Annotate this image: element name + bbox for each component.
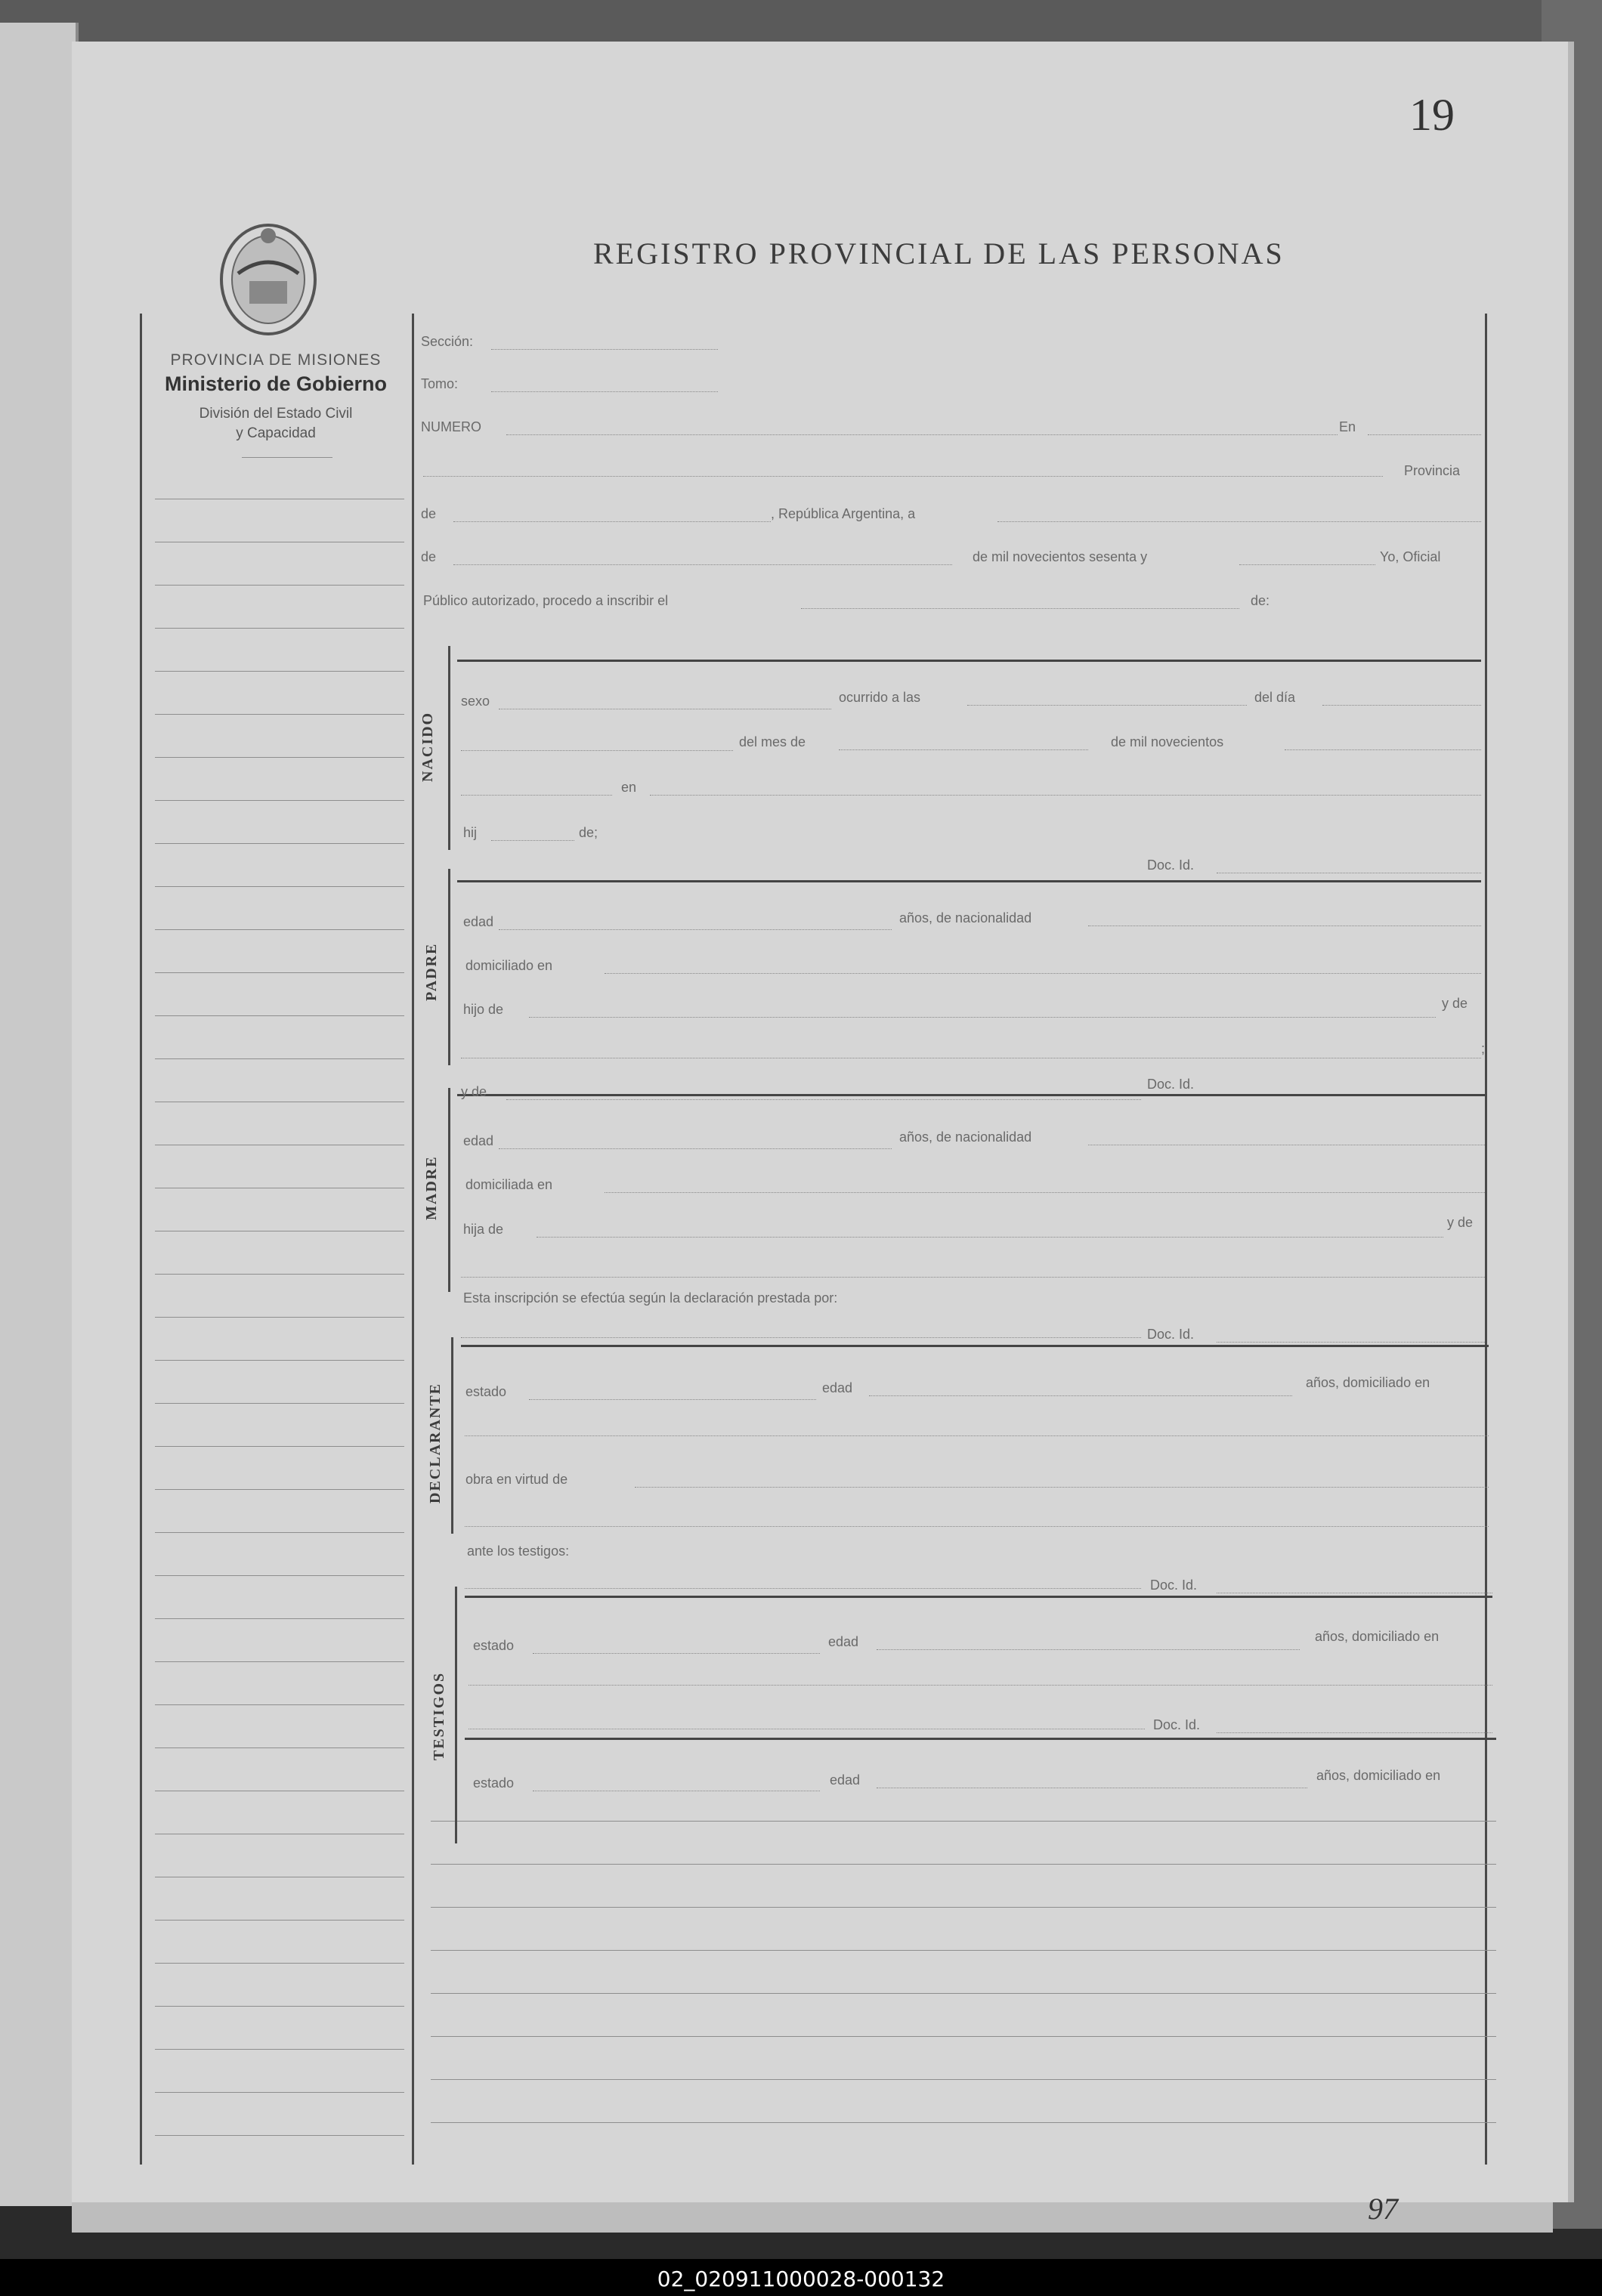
estado-declarante-line [529, 1399, 816, 1401]
page-number: 19 [1409, 90, 1455, 140]
left-margin-rule [155, 714, 404, 715]
label-provincia: Provincia [1404, 463, 1461, 478]
bottom-form-rule [431, 1907, 1496, 1908]
left-margin-rule [155, 843, 404, 844]
label-ante-testigos: ante los testigos: [467, 1544, 570, 1559]
estado-testigo-1-line [533, 1653, 820, 1655]
left-margin-rule [155, 1403, 404, 1404]
madre-bracket [448, 1088, 450, 1292]
left-margin-rule [155, 1274, 404, 1275]
label-yde-madre-2: y de [1447, 1215, 1474, 1230]
label-de-mil: de mil novecientos sesenta y [973, 549, 1148, 564]
nacido-bracket [448, 646, 450, 850]
label-doc-madre: Doc. Id. [1147, 1077, 1195, 1092]
padre-line-4 [461, 1058, 1481, 1059]
anos-padre-line [1088, 926, 1481, 927]
label-del-mes: del mes de [739, 734, 806, 749]
label-publico: Público autorizado, procedo a inscribir el [423, 593, 669, 608]
left-column-border [140, 314, 142, 2165]
testigo-1-line-2 [469, 1685, 1492, 1686]
hija-madre-line [537, 1237, 1443, 1238]
book-top-edge [0, 0, 1557, 45]
testigos-doc-line-1 [465, 1588, 1141, 1590]
right-page-border [1485, 314, 1487, 2165]
provincial-seal-icon [215, 221, 321, 338]
label-hij: hij [463, 825, 478, 840]
section-nacido: NACIDO [419, 711, 436, 782]
left-margin-rule [155, 1920, 404, 1921]
left-margin-rule [155, 2049, 404, 2050]
label-de-nacido: de; [579, 825, 598, 840]
nacido-line-2a [461, 750, 733, 752]
testigos-bracket [455, 1587, 457, 1843]
left-margin-rule [155, 1446, 404, 1447]
label-del-dia: del día [1254, 690, 1296, 705]
section-madre: MADRE [423, 1155, 440, 1220]
left-margin-rule [155, 1704, 404, 1705]
label-en: En [1339, 419, 1356, 434]
del-mes-line [839, 749, 1088, 751]
left-margin-rule [155, 1015, 404, 1016]
label-numero: NUMERO [421, 419, 481, 434]
left-margin-rule [155, 1618, 404, 1619]
bottom-form-rule [431, 1821, 1496, 1822]
label-estado-testigo-2: estado [473, 1775, 515, 1791]
label-domiciliado-padre: domiciliado en [465, 958, 553, 973]
header-underline [242, 457, 332, 458]
bottom-form-rule [431, 2079, 1496, 2080]
domiciliado-padre-line [605, 973, 1481, 975]
section-padre: PADRE [423, 942, 440, 1001]
page-bottom-edge [72, 2202, 1553, 2233]
section-declarante: DECLARANTE [427, 1382, 444, 1503]
label-anos-madre: años, de nacionalidad [899, 1129, 1032, 1145]
estado-testigo-2-line [533, 1791, 820, 1792]
edad-padre-line [499, 929, 892, 931]
doc-testigo-2-line [1217, 1732, 1492, 1734]
previous-page-edge [0, 23, 79, 2206]
declarante-top-rule [461, 1345, 1489, 1347]
label-esta-inscripcion: Esta inscripción se efectúa según la declaración prestada por: [463, 1290, 838, 1306]
left-margin-rule [155, 2006, 404, 2007]
header-ministry: Ministerio de Gobierno [164, 372, 388, 395]
header-division-2: y Capacidad [236, 425, 316, 441]
testigo-2-rule [465, 1738, 1496, 1740]
bottom-form-rule [431, 2036, 1496, 2037]
seccion-line [491, 349, 718, 351]
left-margin-rule [155, 1532, 404, 1533]
del-dia-line [1322, 705, 1481, 706]
madre-top-rule [457, 1094, 1485, 1096]
testigos-doc-line-2 [469, 1729, 1145, 1730]
obra-declarante-line [635, 1487, 1489, 1488]
bottom-form-rule [431, 1950, 1496, 1951]
label-obra-declarante: obra en virtud de [465, 1472, 568, 1487]
nacido-top-rule [457, 660, 1481, 662]
de-mil-nacido-line [1285, 749, 1481, 751]
label-anos-declarante: años, domiciliado en [1306, 1375, 1430, 1390]
edad-declarante-line [869, 1395, 1292, 1397]
doc-nacido-line [1217, 873, 1481, 874]
left-margin-rule [155, 972, 404, 973]
left-margin-rule [155, 1747, 404, 1748]
doc-declarante-line [1217, 1342, 1485, 1343]
left-margin-rule [155, 929, 404, 930]
en-nacido-line [650, 795, 1481, 796]
declarante-line-2 [465, 1435, 1489, 1437]
provincia-line [423, 476, 1383, 477]
label-de-2: de [421, 549, 437, 564]
anos-madre-line [1088, 1145, 1485, 1146]
left-column-divider [412, 314, 414, 2165]
label-semicolon-padre: ; [1481, 1041, 1486, 1056]
ocurrido-line [967, 705, 1247, 706]
label-seccion: Sección: [421, 334, 474, 349]
padre-top-rule [457, 880, 1481, 882]
label-edad-madre: edad [463, 1133, 494, 1148]
declarante-line-4 [465, 1526, 1489, 1528]
label-edad-declarante: edad [822, 1380, 853, 1395]
edad-testigo-2-line [877, 1788, 1307, 1789]
page-title: REGISTRO PROVINCIAL DE LAS PERSONAS [593, 236, 1285, 270]
doc-testigo-1-line [1217, 1593, 1492, 1594]
label-doc-nacido: Doc. Id. [1147, 858, 1195, 873]
padre-bracket [448, 869, 450, 1065]
bottom-form-rule [431, 1993, 1496, 1994]
republica-line [997, 521, 1481, 523]
edad-madre-line [499, 1148, 892, 1150]
label-de-1: de [421, 506, 437, 521]
nacido-line-3a [461, 795, 612, 796]
domiciliada-madre-line [605, 1192, 1485, 1194]
label-anos-padre: años, de nacionalidad [899, 910, 1032, 926]
header-province: PROVINCIA DE MISIONES [170, 351, 382, 369]
label-yde-madre: y de [461, 1084, 487, 1099]
left-margin-rule [155, 886, 404, 887]
label-hija-madre: hija de [463, 1222, 504, 1237]
label-yo-oficial: Yo, Oficial [1380, 549, 1441, 564]
bottom-form-rule [431, 2122, 1496, 2123]
label-hijo-padre: hijo de [463, 1002, 504, 1017]
label-tomo: Tomo: [421, 376, 459, 391]
left-margin-rule [155, 1575, 404, 1576]
label-doc-testigo-2: Doc. Id. [1153, 1717, 1201, 1732]
en-line [1368, 434, 1481, 436]
left-margin-rule [155, 1661, 404, 1662]
publico-line [801, 608, 1239, 610]
testigos-top-rule [465, 1596, 1492, 1598]
label-yde-padre: y de [1442, 996, 1468, 1011]
left-margin-rule [155, 2135, 404, 2136]
madre-line-4 [461, 1277, 1485, 1278]
de-2-line [453, 564, 952, 566]
label-sexo: sexo [461, 694, 490, 709]
declarante-doc-line [461, 1337, 1141, 1339]
left-margin-rule [155, 628, 404, 629]
edad-testigo-1-line [877, 1649, 1300, 1651]
hijo-padre-line [529, 1017, 1436, 1018]
label-estado-declarante: estado [465, 1384, 507, 1399]
bottom-form-rule [431, 1864, 1496, 1865]
left-margin-rule [155, 757, 404, 758]
declarante-bracket [451, 1337, 453, 1534]
label-ocurrido: ocurrido a las [839, 690, 921, 705]
left-margin-rule [155, 1317, 404, 1318]
left-margin-rule [155, 1963, 404, 1964]
label-anos-testigo-1: años, domiciliado en [1315, 1629, 1440, 1644]
label-anos-testigo-2: años, domiciliado en [1316, 1768, 1441, 1783]
image-caption: 02_020911000028-000132 [657, 2267, 945, 2291]
numero-line [506, 434, 1338, 436]
label-estado-testigo-1: estado [473, 1638, 515, 1653]
label-republica: , República Argentina, a [771, 506, 916, 521]
left-margin-rule [155, 1489, 404, 1490]
de-mil-line [1239, 564, 1375, 566]
label-de-mil-nacido: de mil novecientos [1111, 734, 1224, 749]
section-testigos: TESTIGOS [431, 1671, 447, 1760]
label-edad-testigo-1: edad [828, 1634, 859, 1649]
left-margin-rule [155, 1058, 404, 1059]
left-margin-rule [155, 800, 404, 801]
sexo-line [499, 709, 831, 710]
label-edad-testigo-2: edad [830, 1772, 861, 1788]
header-division-1: División del Estado Civil [199, 406, 353, 422]
left-margin-rule [155, 671, 404, 672]
left-margin-rule [155, 585, 404, 586]
handwritten-mark: 97 [1368, 2192, 1398, 2226]
hij-line [491, 840, 574, 842]
yde-madre-line [506, 1099, 1141, 1101]
de-1-line [453, 521, 771, 523]
label-domiciliada-madre: domiciliada en [465, 1177, 553, 1192]
label-doc-testigo-1: Doc. Id. [1150, 1578, 1198, 1593]
label-edad-padre: edad [463, 914, 494, 929]
tomo-line [491, 391, 718, 393]
left-margin-rule [155, 2092, 404, 2093]
label-de-3: de: [1251, 593, 1270, 608]
label-en-nacido: en [621, 780, 637, 795]
left-margin-rule [155, 1360, 404, 1361]
label-doc-declarante: Doc. Id. [1147, 1327, 1195, 1342]
